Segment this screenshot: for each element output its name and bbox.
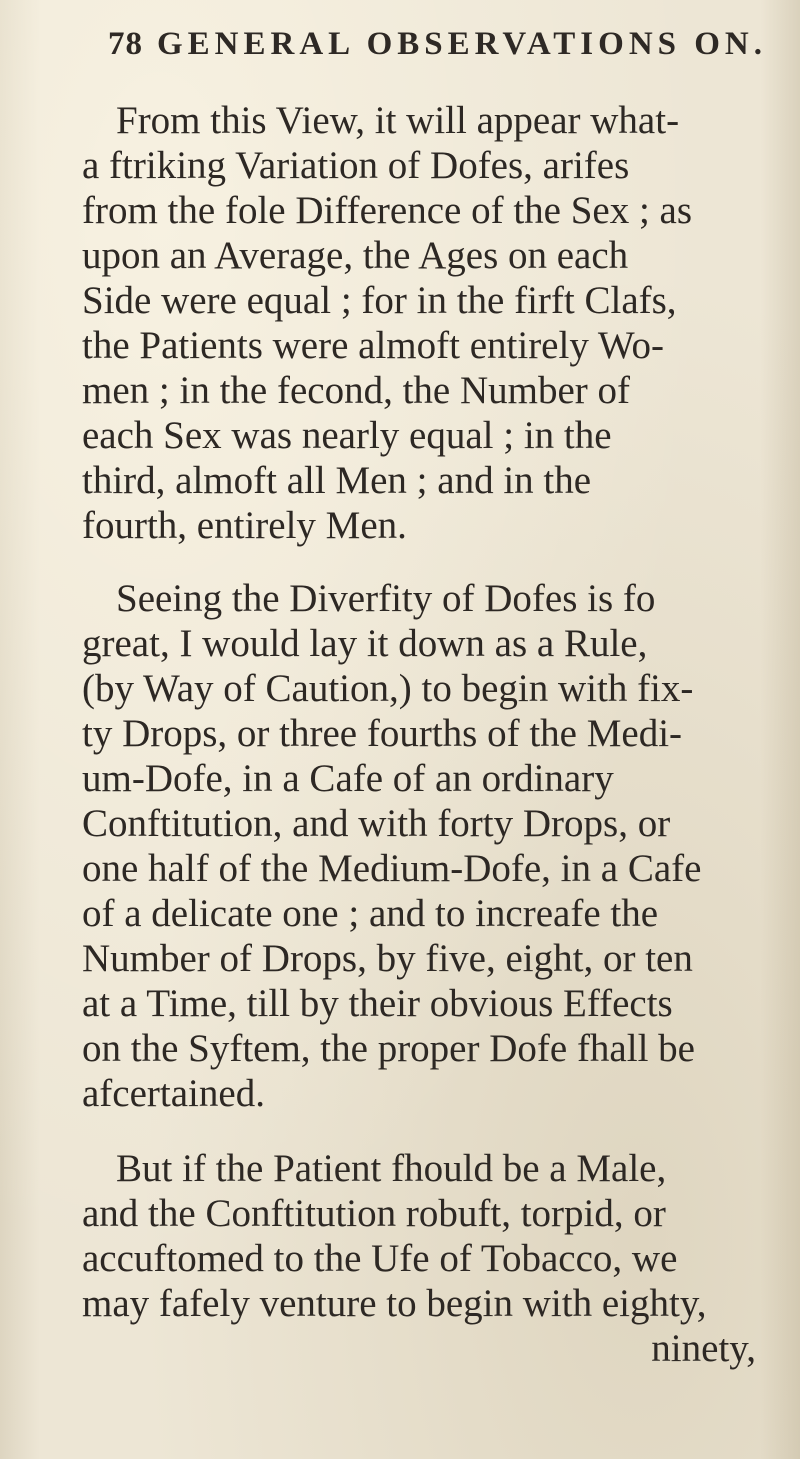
text-line: ty Drops, or three fourths of the Medi-	[82, 712, 683, 755]
text-line: one half of the Medium-Dofe, in a Cafe	[82, 847, 702, 890]
paragraph-1	[82, 98, 772, 548]
text-line: on the Syftem, the proper Dofe fhall be	[82, 1027, 695, 1070]
text-line: (by Way of Caution,) to begin with fix-	[82, 667, 694, 710]
text-line: great, I would lay it down as a Rule,	[82, 622, 648, 665]
text-line: each Sex was nearly equal ; in the	[82, 414, 612, 457]
text-line: a ftriking Variation of Dofes, arifes	[82, 144, 630, 187]
text-line: Number of Drops, by five, eight, or ten	[82, 937, 693, 980]
paragraph-2	[82, 576, 772, 1116]
text-line: may fafely venture to begin with eighty,	[82, 1282, 707, 1325]
text-line: the Patients were almoft entirely Wo-	[82, 324, 665, 367]
catchword: ninety,	[651, 1327, 756, 1370]
running-head	[108, 26, 768, 76]
text-line: afcertained.	[82, 1072, 265, 1115]
text-line: third, almoft all Men ; and in the	[82, 459, 592, 502]
text-line: From this View, it will appear what-	[116, 99, 680, 142]
text-line: Side were equal ; for in the firft Clafs,	[82, 279, 677, 322]
text-line: at a Time, till by their obvious Effects	[82, 982, 673, 1025]
text-line: from the fole Difference of the Sex ; as	[82, 189, 693, 232]
text-line: But if the Patient fhould be a Male,	[116, 1147, 667, 1190]
text-line: Seeing the Diverfity of Dofes is fo	[116, 577, 656, 620]
text-line: upon an Average, the Ages on each	[82, 234, 629, 277]
running-title: GENERAL OBSERVATIONS ON.	[157, 26, 768, 62]
paragraph-3	[82, 1146, 772, 1371]
text-line: accuftomed to the Ufe of Tobacco, we	[82, 1237, 678, 1280]
text-line: Conftitution, and with forty Drops, or	[82, 802, 671, 845]
text-line: fourth, entirely Men.	[82, 504, 407, 547]
page-number: 78	[108, 26, 143, 62]
text-line: um-Dofe, in a Cafe of an ordinary	[82, 757, 614, 800]
text-line: of a delicate one ; and to increafe the	[82, 892, 659, 935]
text-line: men ; in the fecond, the Number of	[82, 369, 630, 412]
text-line: and the Conftitution robuft, torpid, or	[82, 1192, 666, 1235]
